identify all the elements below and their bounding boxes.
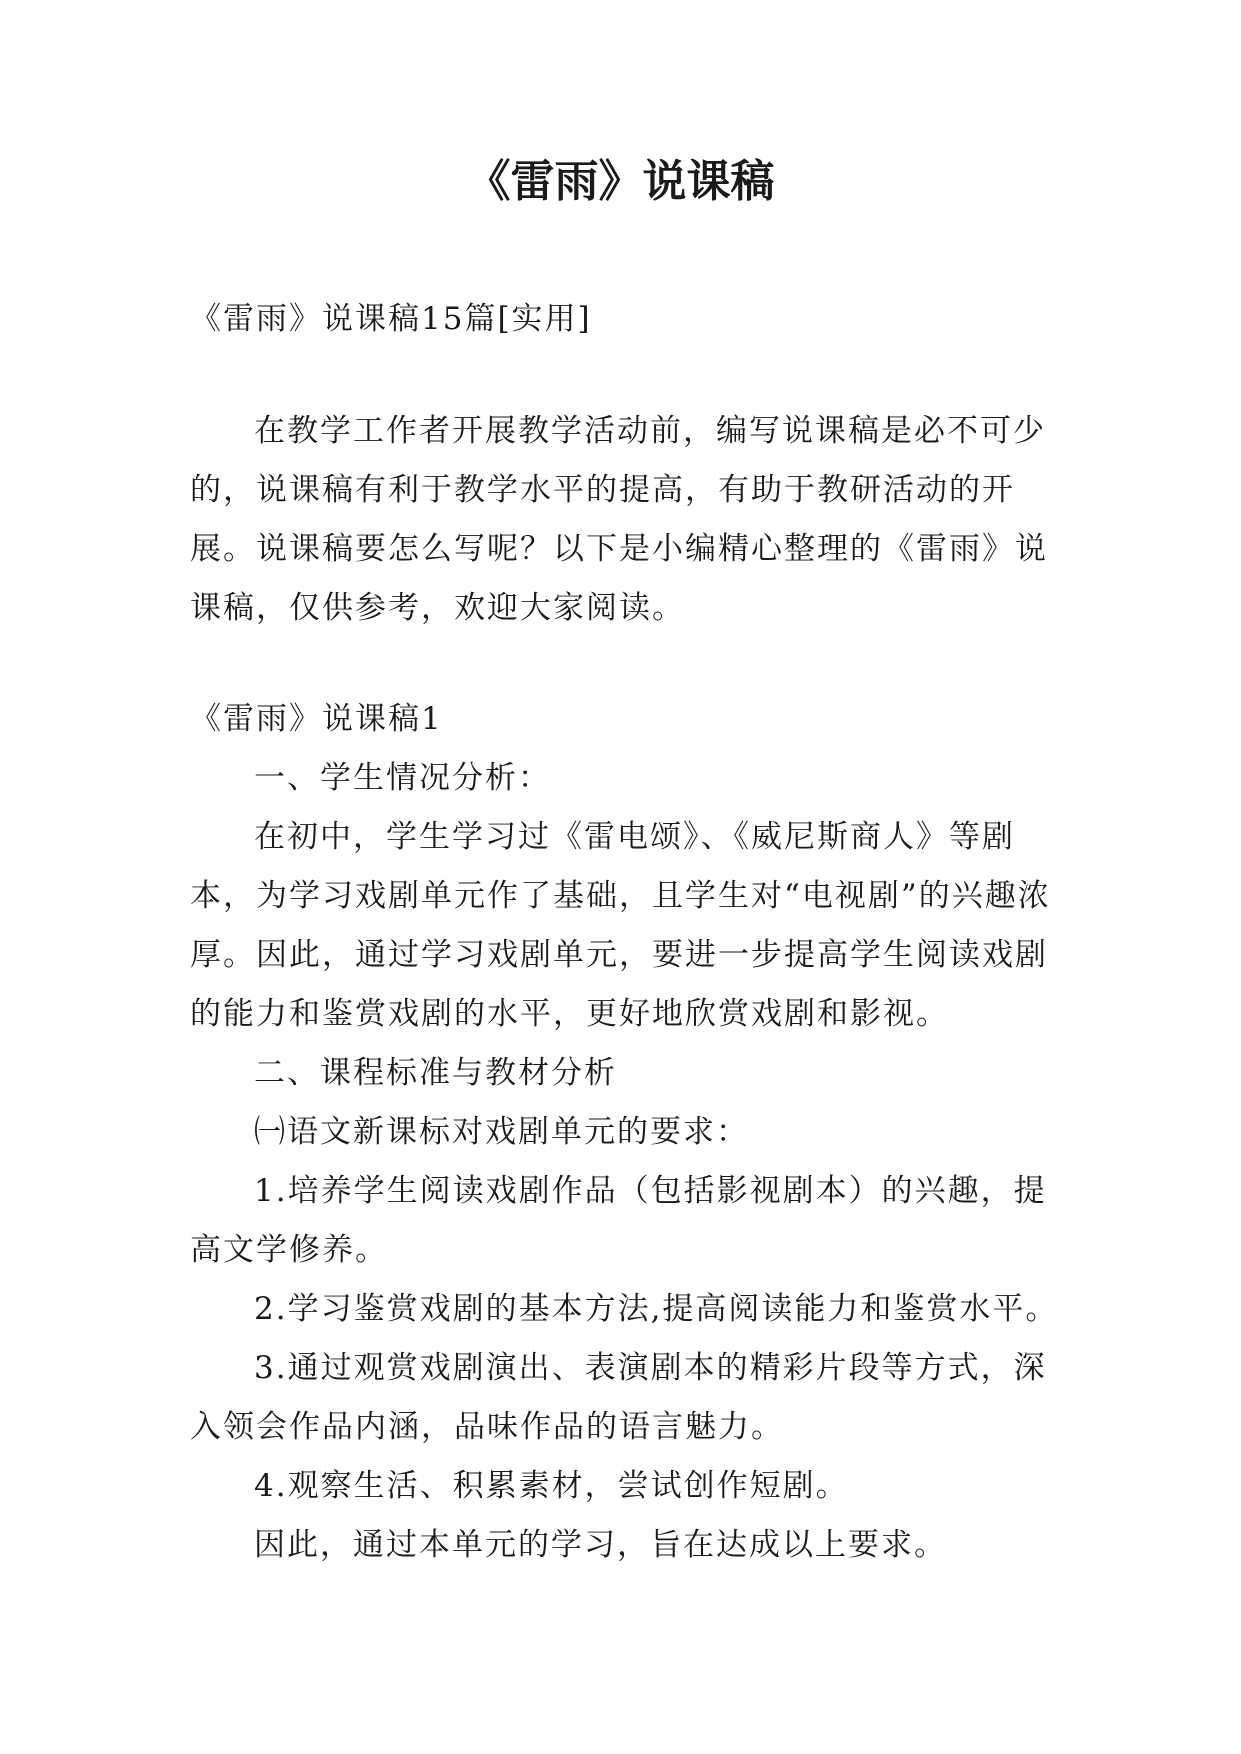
section-paragraph: 1.培养学生阅读戏剧作品（包括影视剧本）的兴趣，提高文学修养。 <box>190 1173 1047 1268</box>
section-paragraph: 4.观察生活、积累素材，尝试创作短剧。 <box>254 1468 849 1504</box>
section-paragraph: 在初中，学生学习过《雷电颂》、《威尼斯商人》等剧本，为学习戏剧单元作了基础，且学生对“电视剧”的兴趣浓厚。因此，通过学习戏剧单元，要进一步提高学生阅读戏剧的能力和鉴赏戏剧的水平，更好地欣赏戏剧和影视。 <box>190 819 1051 1032</box>
section-paragraph: 二、课程标准与教材分析 <box>254 1055 617 1091</box>
page-title: 《雷雨》说课稿 <box>466 156 775 207</box>
intro-paragraph: 在教学工作者开展教学活动前，编写说课稿是必不可少的，说课稿有利于教学水平的提高，有助于教研活动的开展。说课稿要怎么写呢？以下是小编精心整理的《雷雨》说课稿，仅供参考，欢迎大家阅读。 <box>190 413 1048 626</box>
section-paragraph: 一、学生情况分析： <box>254 760 551 796</box>
document-subtitle: 《雷雨》说课稿15篇[实用] <box>190 301 592 337</box>
section-paragraph: ㈠语文新课标对戏剧单元的要求： <box>254 1114 749 1150</box>
section-paragraph: 因此，通过本单元的学习，旨在达成以上要求。 <box>254 1527 947 1563</box>
section-heading: 《雷雨》说课稿1 <box>190 701 443 737</box>
section-paragraph: 2.学习鉴赏戏剧的基本方法,提高阅读能力和鉴赏水平。 <box>254 1291 1059 1327</box>
section-1 <box>190 690 1060 1575</box>
section-paragraph: 3.通过观赏戏剧演出、表演剧本的精彩片段等方式，深入领会作品内涵，品味作品的语言魅力。 <box>190 1350 1047 1445</box>
